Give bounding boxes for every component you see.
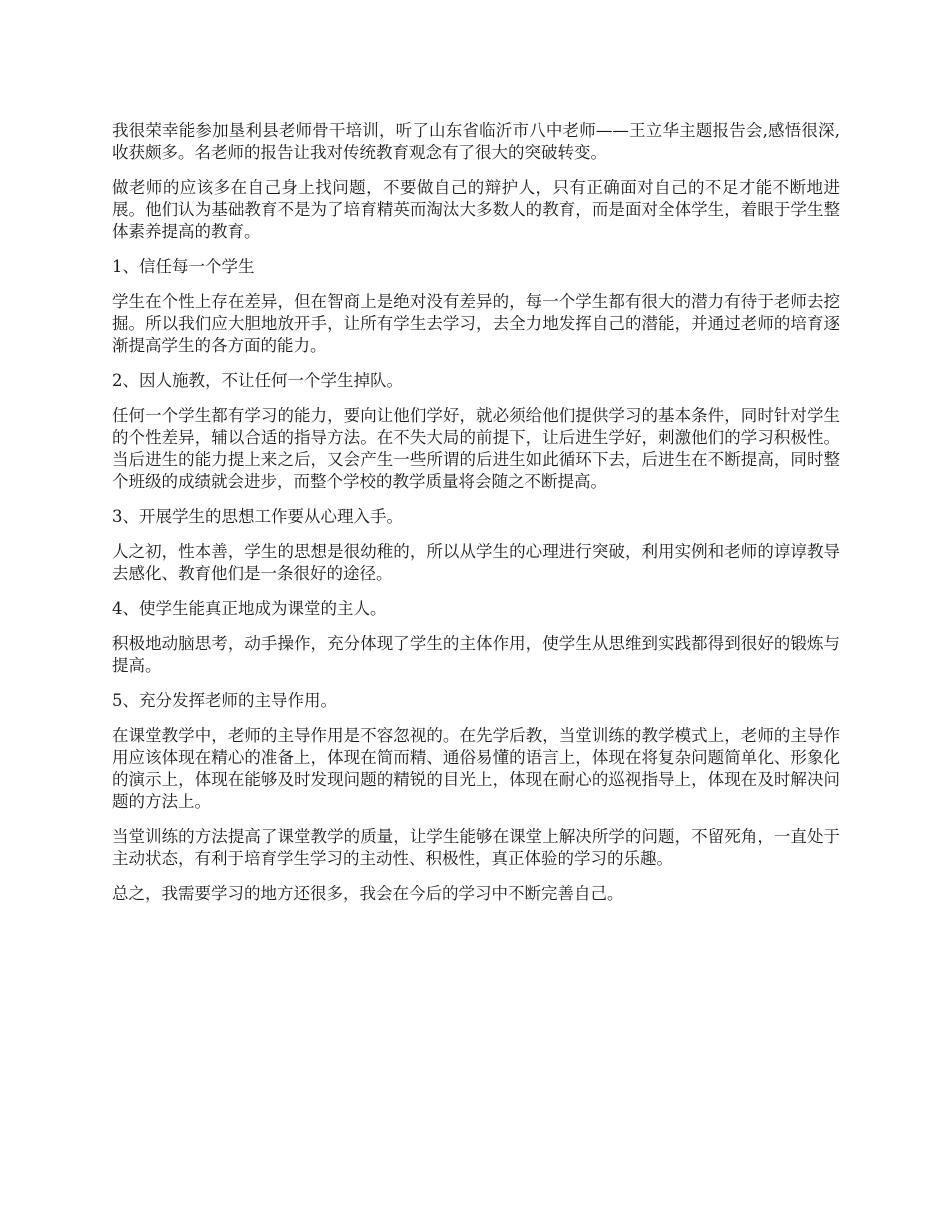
paragraph-conclusion: 总之，我需要学习的地方还很多，我会在今后的学习中不断完善自己。 xyxy=(112,884,624,903)
paragraph-section-3: 人之初，性本善，学生的思想是很幼稚的，所以从学生的心理进行突破，利用实例和老师的谆谆教导去感化、教育他们是一条很好的途径。 xyxy=(112,542,840,583)
section-heading-5: 5、充分发挥老师的主导作用。 xyxy=(112,691,337,710)
section-heading-2: 2、因人施教，不让任何一个学生掉队。 xyxy=(112,371,403,390)
paragraph-training: 当堂训练的方法提高了课堂教学的质量，让学生能够在课堂上解决所学的问题，不留死角，一直处于主动状态，有利于培育学生学习的主动性、积极性，真正体验的学习的乐趣。 xyxy=(112,827,840,868)
section-heading-3: 3、开展学生的思想工作要从心理入手。 xyxy=(112,507,403,526)
paragraph-section-5: 在课堂教学中，老师的主导作用是不容忽视的。在先学后教，当堂训练的教学模式上，老师的主导作用应该体现在精心的准备上，体现在简而精、通俗易懂的语言上，体现在将复杂问题简单化、形象化的演示上，体现在能够及时发现问题的精锐的目光上，体现在耐心的巡视指导上，体现在及时解决问题的方法上。 xyxy=(112,726,840,811)
section-heading-1: 1、信任每一个学生 xyxy=(112,257,255,276)
paragraph-section-2: 任何一个学生都有学习的能力，要向让他们学好，就必须给他们提供学习的基本条件，同时针对学生的个性差异，辅以合适的指导方法。在不失大局的前提下，让后进生学好，刺激他们的学习积极性。当后进生的能力提上来之后，又会产生一些所谓的后进生如此循环下去，后进生在不断提高，同时整个班级的成绩就会进步，而整个学校的教学质量将会随之不断提高。 xyxy=(112,406,840,491)
section-heading-4: 4、使学生能真正地成为课堂的主人。 xyxy=(112,599,387,618)
paragraph-section-1: 学生在个性上存在差异，但在智商上是绝对没有差异的，每一个学生都有很大的潜力有待于老师去挖掘。所以我们应大胆地放开手，让所有学生去学习，去全力地发挥自己的潜能，并通过老师的培育逐渐提高学生的各方面的能力。 xyxy=(112,292,840,355)
paragraph-intro: 我很荣幸能参加垦利县老师骨干培训，听了山东省临沂市八中老师——王立华主题报告会,感悟很深,收获颇多。名老师的报告让我对传统教育观念有了很大的突破转变。 xyxy=(112,121,840,162)
paragraph-reflection: 做老师的应该多在自己身上找问题，不要做自己的辩护人，只有正确面对自己的不足才能不断地进展。他们认为基础教育不是为了培育精英而淘汰大多数人的教育，而是面对全体学生，着眼于学生整体素养提高的教育。 xyxy=(112,178,840,241)
document-body xyxy=(112,120,840,918)
paragraph-section-4: 积极地动脑思考，动手操作，充分体现了学生的主体作用，使学生从思维到实践都得到很好的锻炼与提高。 xyxy=(112,634,840,675)
